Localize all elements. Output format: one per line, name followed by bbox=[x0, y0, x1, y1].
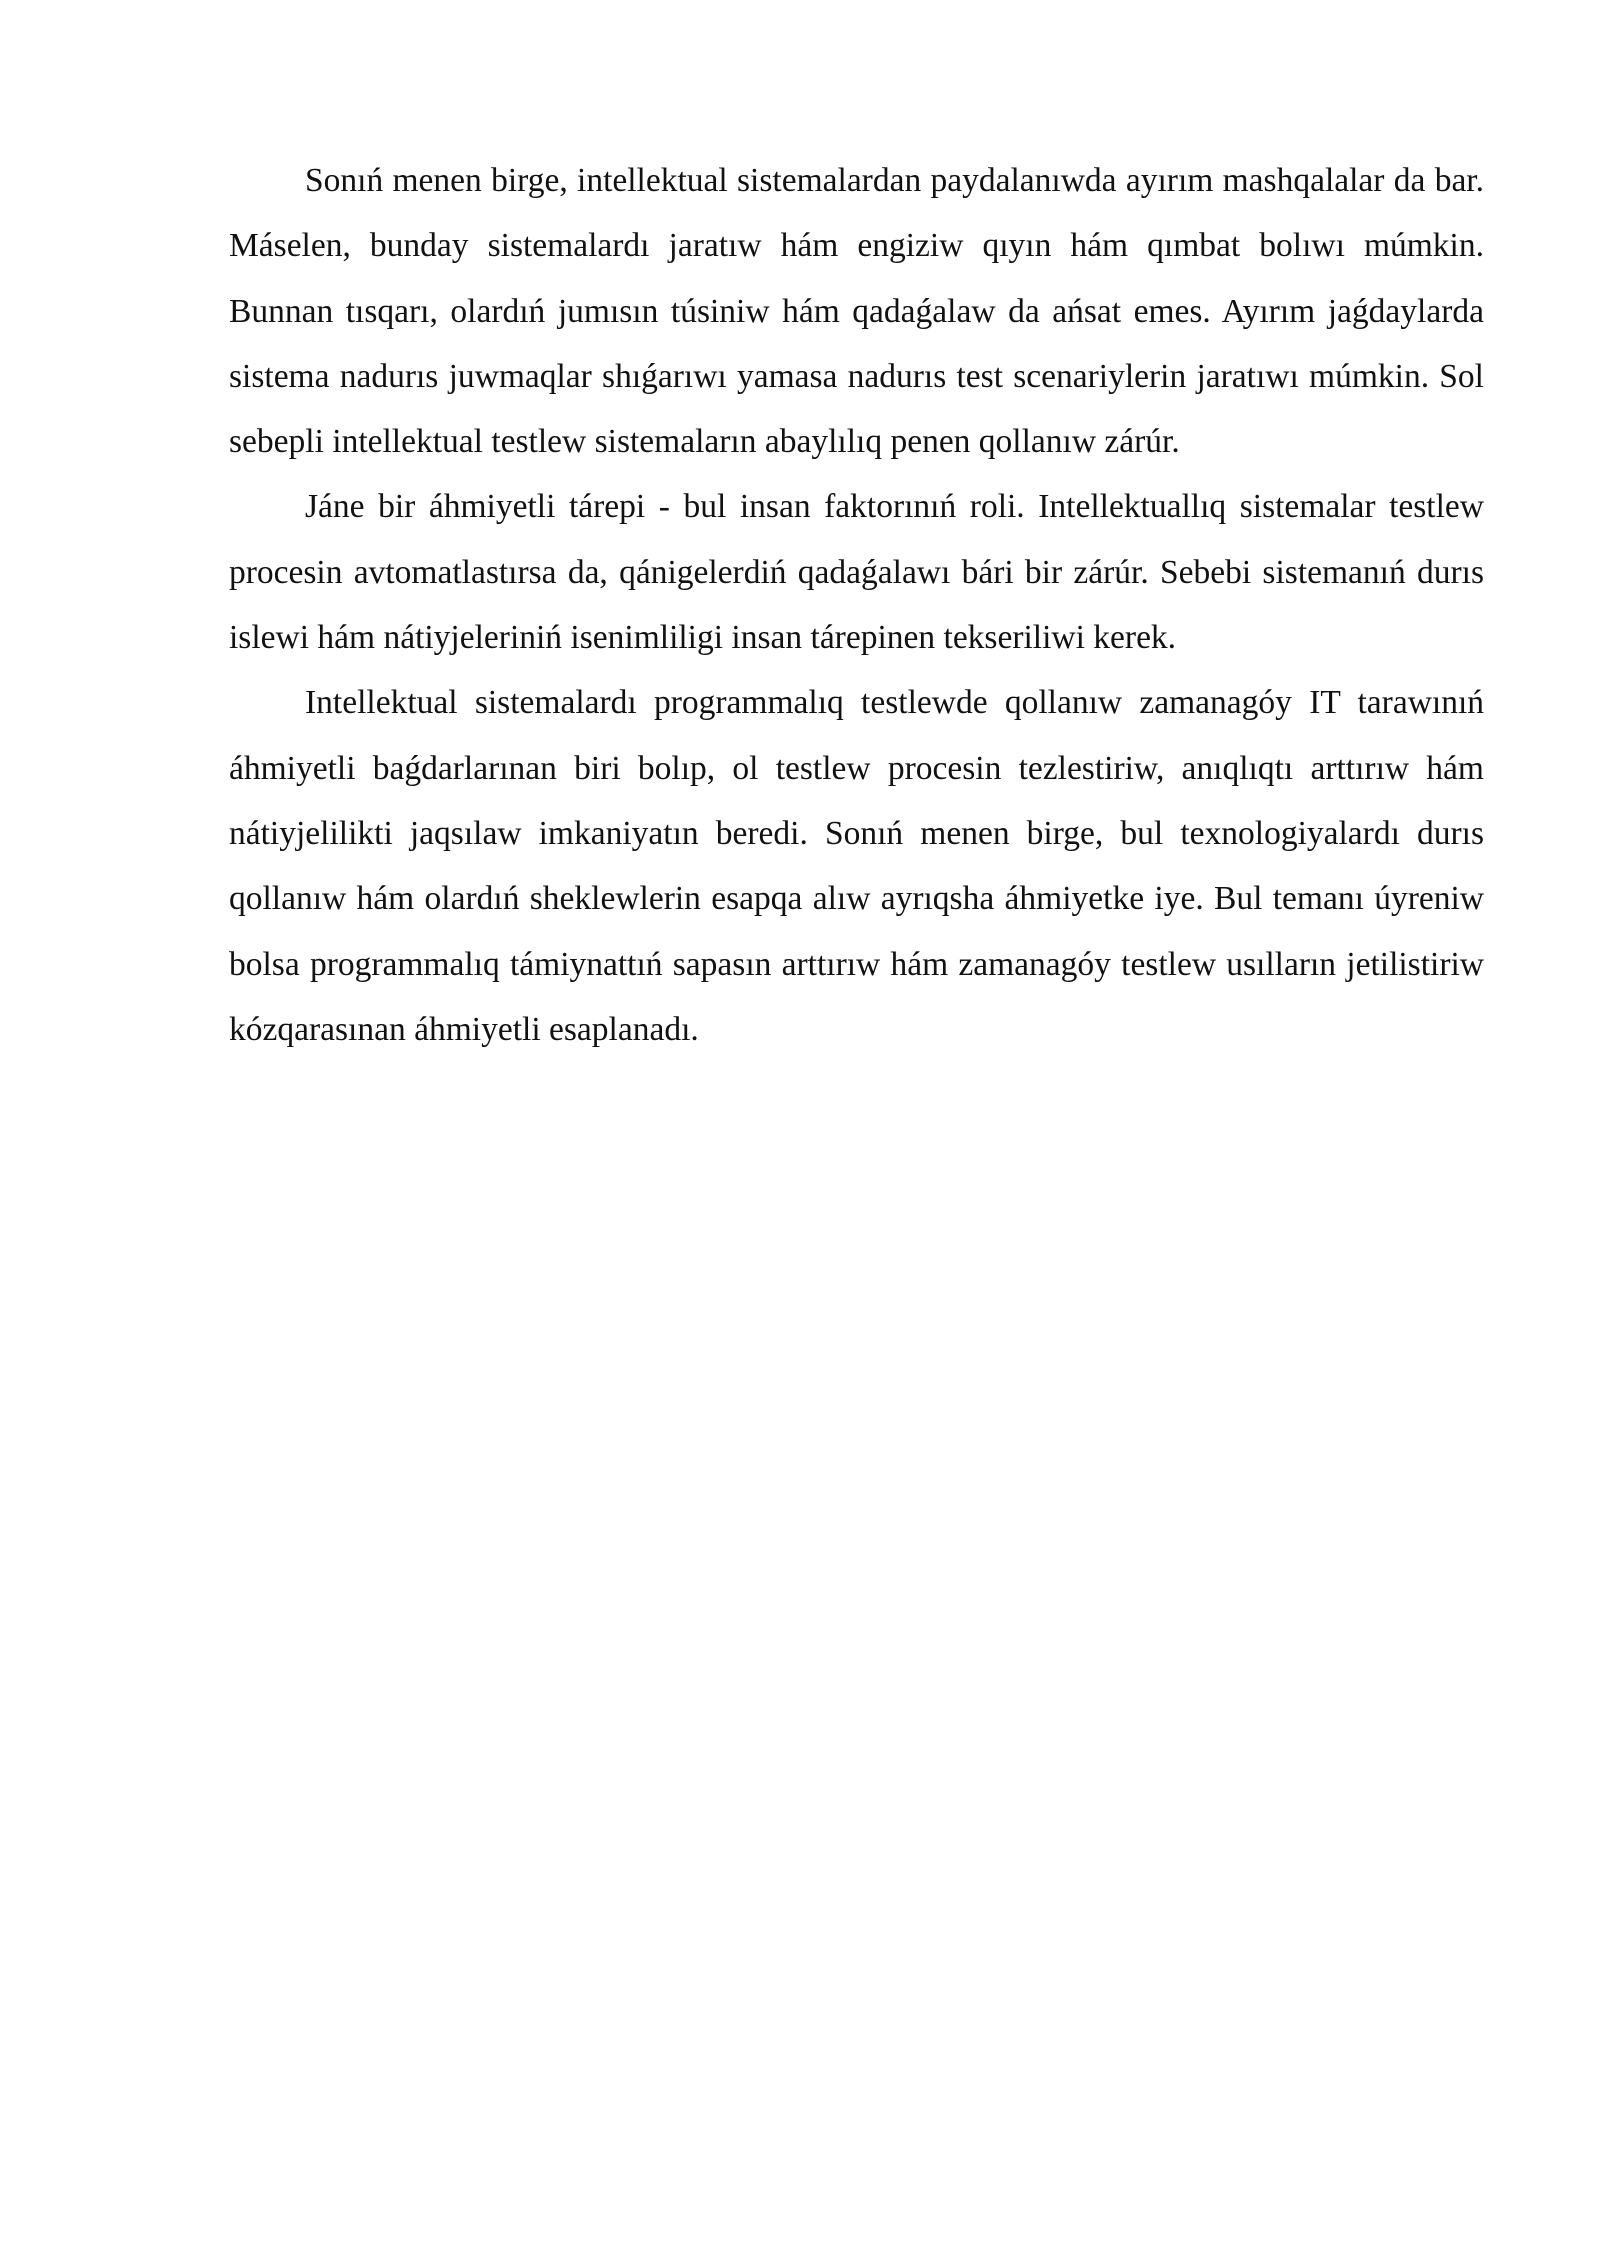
paragraph-2: Jáne bir áhmiyetli tárepi - bul insan faktorınıń roli. Intellektuallıq sistemalar testlew procesin avtomatlastırsa da, qánigelerdiń qadaǵalawı bári bir zárúr. Sebebi sistemanıń durıs islewi hám nátiyjeleriniń isenimliligi insan tárepinen tekseriliwi kerek. bbox=[229, 488, 1484, 657]
body-text bbox=[229, 148, 1484, 1062]
paragraph-1: Sonıń menen birge, intellektual sistemalardan paydalanıwda ayırım mashqalalar da bar. Máselen, bunday sistemalardı jaratıw hám engiziw qıyın hám qımbat bolıwı múmkin. Bunnan tısqarı, olardıń jumısın túsiniw hám qadaǵalaw da ańsat emes. Ayırım jaǵdaylarda sistema nadurıs juwmaqlar shıǵarıwı yamasa nadurıs test scenariylerin jaratıwı múmkin. Sol sebepli intellektual testlew sistemaların abaylılıq penen qollanıw zárúr. bbox=[229, 162, 1484, 461]
paragraph-3: Intellektual sistemalardı programmalıq testlewde qollanıw zamanagóy IT tarawınıń áhmiyetli baǵdarlarınan biri bolıp, ol testlew procesin tezlestiriw, anıqlıqtı arttırıw hám nátiyjelilikti jaqsılaw imkaniyatın beredi. Sonıń menen birge, bul texnologiyalardı durıs qollanıw hám olardıń sheklewlerin esapqa alıw ayrıqsha áhmiyetke iye. Bul temanı úyreniw bolsa programmalıq támiynattıń sapasın arttırıw hám zamanagóy testlew usılların jetilistiriw kózqarasınan áhmiyetli esaplanadı. bbox=[229, 684, 1484, 1048]
